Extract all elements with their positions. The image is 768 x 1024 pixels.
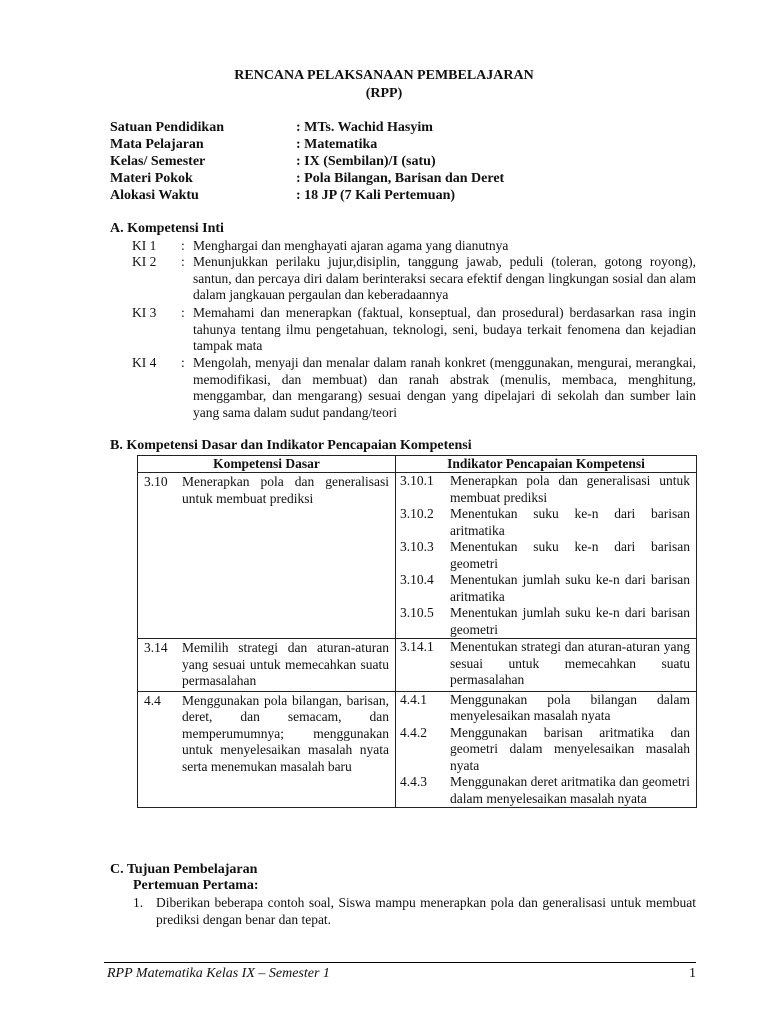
ki-code: KI 4: [132, 355, 157, 370]
ki-text: Mengolah, menyaji dan menalar dalam ranah konkret (menggunakan, mengurai, merangkai, memodifikasi, dan membuat) dan ranah abstrak (menulis, membaca, menghitung, menggambar, dan mengarang) sesuai dengan yang dipelajari di sekolah dan sumber lain yang sama dalam sudut pandang/teori: [193, 355, 696, 420]
section-b-heading: B. Kompetensi Dasar dan Indikator Pencapaian Kompetensi: [110, 438, 472, 453]
indicator-number: 4.4.3: [400, 774, 427, 789]
competency-table: [137, 455, 697, 808]
identity-label: Satuan Pendidikan: [110, 120, 224, 135]
kd-cell: [138, 639, 396, 692]
kd-text: Memilih strategi dan aturan-aturan yang sesuai untuk memecahkan suatu permasalahan: [182, 640, 389, 688]
indicator-number: 3.10.4: [400, 572, 434, 587]
table-header-row: [138, 456, 697, 473]
indicator-cell: [396, 691, 697, 808]
identity-value: : Pola Bilangan, Barisan dan Deret: [296, 171, 505, 186]
table-row: [138, 691, 697, 808]
ki-text: Menunjukkan perilaku jujur,disiplin, tanggung jawab, peduli (toleran, gotong royong), santun, dan percaya diri dalam berinteraksi secara efektif dengan lingkungan sosial dan alam dalam jangkauan pergaulan dan keberadaannya: [193, 254, 696, 302]
ki-text: Menghargai dan menghayati ajaran agama yang dianutnya: [193, 238, 509, 253]
indicator-text: Menentukan suku ke-n dari barisan aritmatika: [450, 506, 690, 538]
kd-text: Menggunakan pola bilangan, barisan, deret, dan semacam, dan memperumumnya; menggunakan untuk menyelesaikan masalah nyata serta menemukan masalah baru: [182, 692, 389, 774]
indicator-number: 3.14.1: [400, 639, 434, 654]
indicator-text: Menggunakan barisan aritmatika dan geometri dalam menyelesaikan masalah nyata: [450, 724, 690, 773]
indicator-text: Menentukan jumlah suku ke-n dari barisan geometri: [450, 605, 690, 637]
indicator-cell: [396, 473, 697, 639]
indicator-text: Menentukan jumlah suku ke-n dari barisan aritmatika: [450, 572, 690, 604]
indicator-item: [400, 774, 690, 807]
objective-text: Diberikan beberapa contoh soal, Siswa mampu menerapkan pola dan generalisasi untuk membuat prediksi dengan benar dan tepat.: [156, 895, 696, 927]
identity-label: Alokasi Waktu: [110, 188, 199, 203]
indicator-text: Menggunakan deret aritmatika dan geometri dalam menyelesaikan masalah nyata: [450, 774, 690, 806]
identity-label: Kelas/ Semester: [110, 154, 206, 169]
table-row: [138, 473, 697, 639]
indicator-number: 4.4.1: [400, 691, 427, 707]
identity-value: : IX (Sembilan)/I (satu): [296, 154, 436, 169]
kd-number: 3.10: [144, 474, 168, 489]
section-c-subheading: Pertemuan Pertama:: [133, 878, 259, 893]
identity-value: : 18 JP (7 Kali Pertemuan): [296, 188, 456, 203]
page-number: 1: [689, 966, 696, 981]
indicator-number: 3.10.3: [400, 539, 434, 554]
indicator-number: 4.4.2: [400, 724, 427, 740]
ki-colon: :: [181, 305, 185, 320]
indicator-text: Menentukan strategi dan aturan-aturan yang sesuai untuk memecahkan suatu permasalahan: [450, 639, 690, 687]
indicator-number: 3.10.2: [400, 506, 434, 521]
footer-title: RPP Matematika Kelas IX – Semester 1: [107, 966, 330, 981]
indicator-item: [400, 539, 690, 572]
column-header-ipk: Indikator Pencapaian Kompetensi: [396, 456, 697, 473]
section-a-heading: A. Kompetensi Inti: [110, 221, 224, 236]
identity-label: Materi Pokok: [110, 171, 193, 186]
kd-text: Menerapkan pola dan generalisasi untuk membuat prediksi: [182, 474, 389, 506]
ki-colon: :: [181, 238, 185, 253]
section-c-heading: C. Tujuan Pembelajaran: [110, 862, 258, 877]
indicator-cell: [396, 639, 697, 692]
doc-subtitle: (RPP): [365, 86, 403, 101]
kd-cell: [138, 473, 396, 639]
ki-code: KI 1: [132, 238, 157, 253]
indicator-item: [400, 506, 690, 539]
indicator-text: Menerapkan pola dan generalisasi untuk membuat prediksi: [450, 473, 690, 505]
kd-cell: [138, 691, 396, 808]
doc-title: RENCANA PELAKSANAAN PEMBELAJARAN: [234, 68, 534, 83]
column-header-kd: Kompetensi Dasar: [138, 456, 396, 473]
table-row: [138, 639, 697, 692]
ki-code: KI 3: [132, 305, 157, 320]
indicator-item: [400, 639, 690, 689]
ki-code: KI 2: [132, 254, 157, 269]
identity-value: : Matematika: [296, 137, 378, 152]
indicator-text: Menggunakan pola bilangan dalam menyelesaikan masalah nyata: [450, 691, 690, 723]
objective-number: 1.: [133, 895, 144, 910]
indicator-item: [400, 473, 690, 506]
identity-value: : MTs. Wachid Hasyim: [296, 120, 433, 135]
indicator-item: [400, 725, 690, 775]
ki-text: Memahami dan menerapkan (faktual, konseptual, dan prosedural) berdasarkan rasa ingin tahunya tentang ilmu pengetahuan, teknologi, seni, budaya terkait fenomena dan kejadian tampak mata: [193, 305, 696, 353]
ki-colon: :: [181, 254, 185, 269]
kd-number: 3.14: [144, 640, 168, 655]
indicator-text: Menentukan suku ke-n dari barisan geometri: [450, 539, 690, 571]
indicator-item: [400, 692, 690, 725]
indicator-item: [400, 572, 690, 605]
kd-number: 4.4: [144, 692, 161, 708]
identity-label: Mata Pelajaran: [110, 137, 204, 152]
indicator-number: 3.10.1: [400, 473, 434, 488]
indicator-item: [400, 605, 690, 638]
ki-colon: :: [181, 355, 185, 370]
footer-divider: [104, 962, 696, 963]
indicator-number: 3.10.5: [400, 605, 434, 620]
